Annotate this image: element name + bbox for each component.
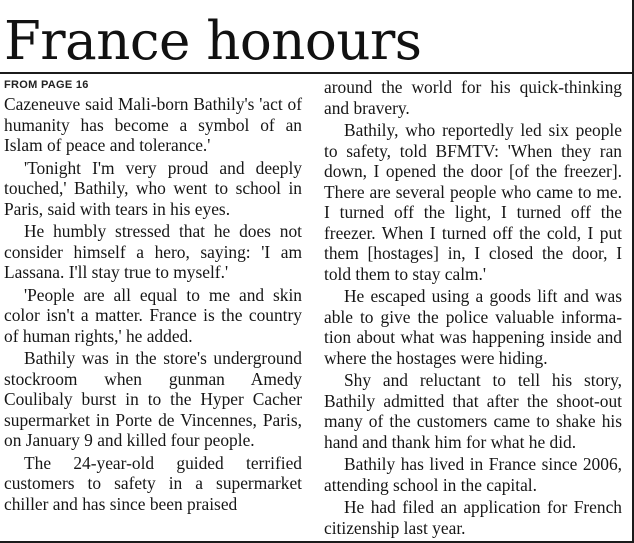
right-column: [324, 77, 622, 538]
paragraph: Bathily has lived in France since 2006, attending school in the capital.: [324, 454, 622, 495]
left-column: [4, 74, 302, 514]
paragraph: The 24-year-old guided terrified customers to safety in a supermarket chiller and has since been praised: [4, 452, 302, 514]
paragraph: Cazeneuve said Mali-born Bathily's 'act of humanity has become a symbol of an Islam of peace and tolerance.': [4, 94, 302, 155]
paragraph: He escaped using a goods lift and was able to give the police valuable information about what was happening inside and where the hostages were hiding.: [324, 286, 622, 368]
jump-label: FROM PAGE 16: [4, 79, 89, 91]
paragraph: He humbly stressed that he does not consider himself a hero, saying: 'I am Lassana. I'll stay true to myself.': [4, 221, 302, 282]
paragraph: He had filed an application for French citizenship last year.: [324, 497, 622, 538]
paragraph: 'People are all equal to me and skin color isn't a matter. France is the country of human rights,' he added.: [4, 284, 302, 346]
paragraph: Shy and reluctant to tell his story, Bathily admitted that after the shoot-out many of the customers came to shake his hand and thank him for what he did.: [324, 370, 622, 452]
paragraph: 'Tonight I'm very proud and deeply touched,' Bathily, who went to school in Paris, said with tears in his eyes.: [4, 157, 302, 219]
paragraph: Bathily, who reportedly led six people to safety, told BFMTV: 'When they ran down, I opened the door [of the freezer]. There are several people who came to me. I turned off the light, I turned off the freezer. When I turned off the cold, I put them [hostages] in, I closed the door, I told them to stay calm.': [324, 120, 622, 284]
paragraph: Bathily was in the store's underground stockroom when gunman Amedy Coulibaly burst in to the Hyper Cacher supermarket in Porte de Vincennes, Paris, on January 9 and killed four people.: [4, 348, 302, 450]
headline: France honours: [4, 11, 422, 72]
paragraph: around the world for his quick-thinking and bravery.: [324, 77, 622, 118]
